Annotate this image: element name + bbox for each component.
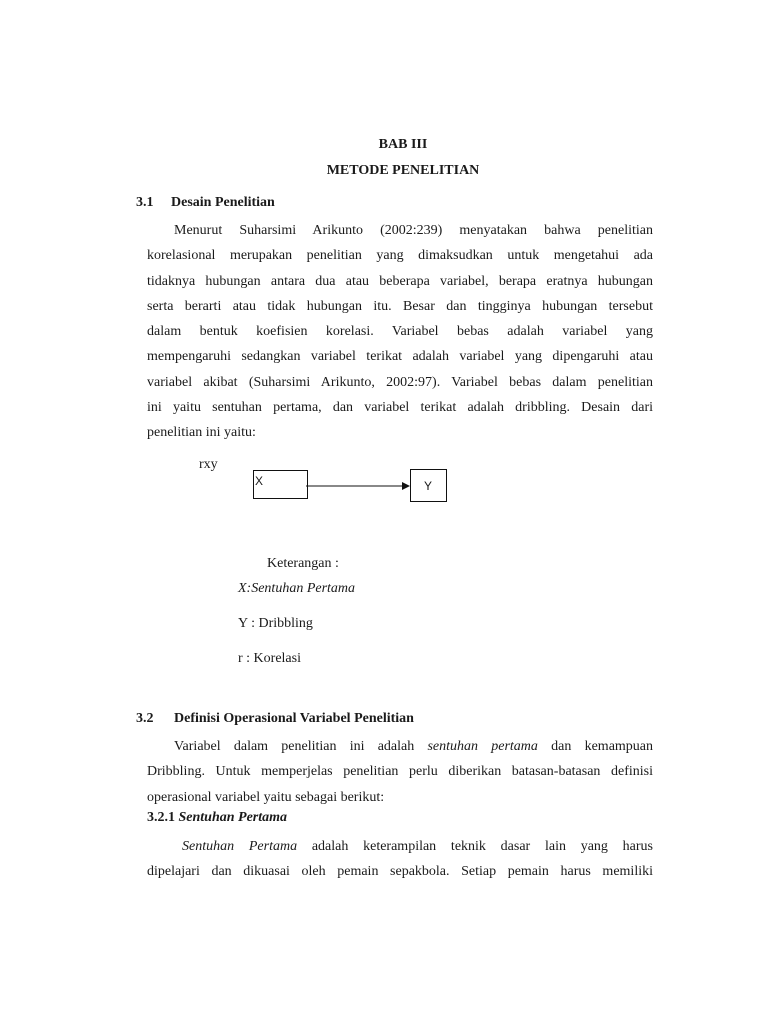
italic-term: sentuhan pertama (427, 739, 538, 754)
section-3-1-paragraph (147, 218, 653, 446)
paragraph-line: korelasional merupakan penelitian yang dimaksudkan untuk mengetahui ada (147, 248, 653, 264)
legend-x-item: X:Sentuhan Pertama (238, 581, 356, 596)
section-title: Sentuhan Pertama (178, 810, 288, 825)
paragraph-line: dipelajari dan dikuasai oleh pemain sepakbola. Setiap pemain harus memiliki (147, 864, 653, 880)
text-run: Variabel dalam penelitian ini adalah (174, 739, 415, 754)
paragraph-line (147, 834, 653, 859)
section-3-2-1-heading (147, 810, 287, 826)
legend-y-item: Y : Dribbling (238, 616, 313, 631)
section-number: 3.1 (136, 195, 154, 210)
paragraph-line (147, 734, 653, 759)
paragraph-line: Menurut Suharsimi Arikunto (2002:239) menyatakan bahwa penelitian (174, 223, 653, 238)
section-3-2-1-paragraph (147, 834, 653, 885)
section-3-1-heading (136, 195, 275, 211)
chapter-number: BAB III (378, 137, 428, 152)
paragraph-line: variabel akibat (Suharsimi Arikunto, 2002:97). Variabel bebas dalam penelitian (147, 374, 653, 390)
paragraph-line: penelitian ini yaitu: (147, 425, 256, 441)
legend-r-item: r : Korelasi (238, 651, 301, 666)
section-number: 3.2.1 (147, 810, 175, 825)
paragraph-line: Dribbling. Untuk memperjelas penelitian perlu diberikan batasan-batasan definisi (147, 764, 653, 780)
paragraph-line: serta berarti atau tidak hubungan itu. Besar dan tingginya hubungan tersebut (147, 298, 653, 314)
section-number: 3.2 (136, 711, 154, 726)
section-3-2-heading (136, 711, 414, 727)
variable-x-label: X (255, 474, 264, 488)
paragraph-line: operasional variabel yaitu sebagai berikut: (147, 789, 385, 805)
correlation-label: rxy (199, 457, 218, 472)
variable-y-label: Y (424, 479, 433, 493)
variable-x-box (253, 470, 308, 499)
text-run: adalah keterampilan teknik dasar lain yang harus (311, 839, 653, 854)
section-3-2-paragraph (147, 734, 653, 810)
variable-y-box (410, 469, 447, 502)
section-title: Desain Penelitian (171, 195, 275, 210)
paragraph-line: tidaknya hubungan antara dua atau beberapa variabel, berapa eratnya hubungan (147, 273, 653, 289)
chapter-title: METODE PENELITIAN (326, 163, 480, 178)
section-title: Definisi Operasional Variabel Penelitian (174, 711, 414, 726)
italic-term: Sentuhan Pertama (182, 839, 298, 854)
paragraph-line: dalam bentuk koefisien korelasi. Variabel bebas adalah variabel yang (147, 324, 653, 340)
text-run: dan kemampuan (551, 739, 653, 754)
legend-title: Keterangan : (267, 556, 339, 571)
paragraph-line: mempengaruhi sedangkan variabel terikat adalah variabel yang dipengaruhi atau (147, 349, 653, 365)
arrow-right-icon (306, 478, 412, 494)
paragraph-line: ini yaitu sentuhan pertama, dan variabel terikat adalah dribbling. Desain dari (147, 400, 653, 416)
